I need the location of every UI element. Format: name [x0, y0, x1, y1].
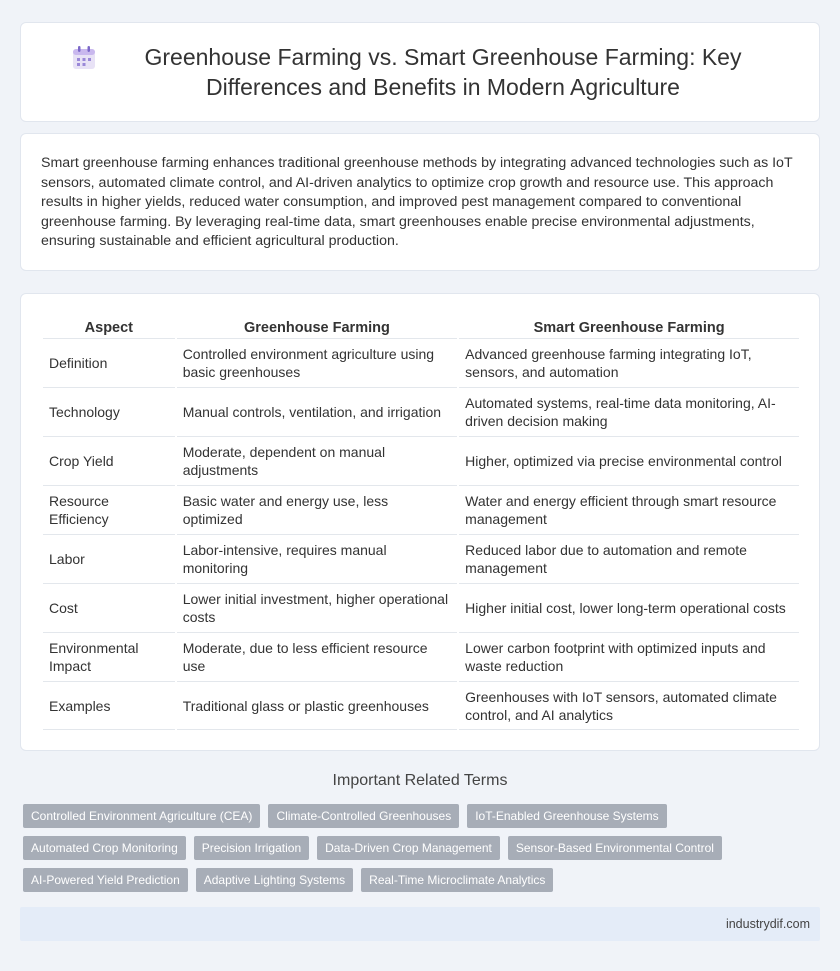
comparison-table: [41, 314, 801, 730]
table-row: [43, 387, 799, 436]
cell-aspect: Definition: [43, 338, 175, 387]
cell-aspect: Crop Yield: [43, 436, 175, 485]
table-row: [43, 436, 799, 485]
cell-greenhouse: Basic water and energy use, less optimized: [177, 485, 457, 534]
cell-smart-greenhouse: Lower carbon footprint with optimized inputs and waste reduction: [459, 632, 799, 681]
cell-smart-greenhouse: Greenhouses with IoT sensors, automated climate control, and AI analytics: [459, 681, 799, 730]
cell-aspect: Examples: [43, 681, 175, 730]
cell-aspect: Technology: [43, 387, 175, 436]
cell-greenhouse: Traditional glass or plastic greenhouses: [177, 681, 457, 730]
tag-automated-crop-monitoring[interactable]: Automated Crop Monitoring: [23, 836, 186, 860]
calendar-icon: [70, 44, 98, 72]
tag-cea[interactable]: Controlled Environment Agriculture (CEA): [23, 804, 260, 828]
related-terms-tags: [23, 804, 823, 900]
cell-smart-greenhouse: Advanced greenhouse farming integrating IoT, sensors, and automation: [459, 338, 799, 387]
cell-smart-greenhouse: Automated systems, real-time data monitoring, AI-driven decision making: [459, 387, 799, 436]
intro-text: Smart greenhouse farming enhances traditional greenhouse methods by integrating advanced technologies such as IoT sensors, automated climate control, and AI-driven analytics to optimize crop growth and resource use. This approach results in higher yields, reduced water consumption, and improved pest management compared to conventional greenhouse farming. By leveraging real-time data, smart greenhouses enable precise environmental adjustments, ensuring sustainable and efficient agricultural production.: [41, 155, 793, 250]
table-row: [43, 534, 799, 583]
cell-greenhouse: Manual controls, ventilation, and irrigation: [177, 387, 457, 436]
title-wrap: [70, 42, 770, 102]
cell-smart-greenhouse: Water and energy efficient through smart resource management: [459, 485, 799, 534]
cell-aspect: Resource Efficiency: [43, 485, 175, 534]
title-card: [20, 22, 820, 122]
cell-greenhouse: Lower initial investment, higher operational costs: [177, 583, 457, 632]
cell-smart-greenhouse: Higher initial cost, lower long-term operational costs: [459, 583, 799, 632]
column-header-greenhouse: Greenhouse Farming: [244, 320, 390, 336]
cell-greenhouse: Moderate, dependent on manual adjustments: [177, 436, 457, 485]
column-header-smart-greenhouse: Smart Greenhouse Farming: [533, 320, 725, 336]
tag-microclimate-analytics[interactable]: Real-Time Microclimate Analytics: [361, 868, 553, 892]
tag-sensor-based-environmental-control[interactable]: Sensor-Based Environmental Control: [508, 836, 722, 860]
cell-aspect: Environmental Impact: [43, 632, 175, 681]
footer: [20, 907, 820, 941]
column-header-aspect: Aspect: [84, 320, 134, 336]
table-header-row: [43, 314, 799, 338]
cell-greenhouse: Moderate, due to less efficient resource use: [177, 632, 457, 681]
tag-adaptive-lighting-systems[interactable]: Adaptive Lighting Systems: [196, 868, 353, 892]
tag-precision-irrigation[interactable]: Precision Irrigation: [194, 836, 309, 860]
tag-data-driven-crop-management[interactable]: Data-Driven Crop Management: [317, 836, 500, 860]
page-title: Greenhouse Farming vs. Smart Greenhouse Farming: Key Differences and Benefits in Modern Agriculture: [144, 44, 742, 100]
comparison-card: [20, 293, 820, 751]
cell-greenhouse: Controlled environment agriculture using basic greenhouses: [177, 338, 457, 387]
table-row: [43, 485, 799, 534]
tag-ai-yield-prediction[interactable]: AI-Powered Yield Prediction: [23, 868, 188, 892]
table-row: [43, 583, 799, 632]
cell-aspect: Cost: [43, 583, 175, 632]
cell-aspect: Labor: [43, 534, 175, 583]
cell-smart-greenhouse: Reduced labor due to automation and remote management: [459, 534, 799, 583]
tag-row: [23, 868, 823, 892]
footer-site[interactable]: industrydif.com: [725, 917, 810, 931]
table-row: [43, 338, 799, 387]
tag-row: [23, 836, 823, 860]
cell-smart-greenhouse: Higher, optimized via precise environmental control: [459, 436, 799, 485]
related-terms-title: Important Related Terms: [332, 772, 508, 789]
table-row: [43, 681, 799, 730]
tag-row: [23, 804, 823, 828]
table-row: [43, 632, 799, 681]
tag-climate-controlled-greenhouses[interactable]: Climate-Controlled Greenhouses: [268, 804, 459, 828]
tag-iot-greenhouse-systems[interactable]: IoT-Enabled Greenhouse Systems: [467, 804, 666, 828]
cell-greenhouse: Labor-intensive, requires manual monitoring: [177, 534, 457, 583]
intro-card: [20, 133, 820, 271]
